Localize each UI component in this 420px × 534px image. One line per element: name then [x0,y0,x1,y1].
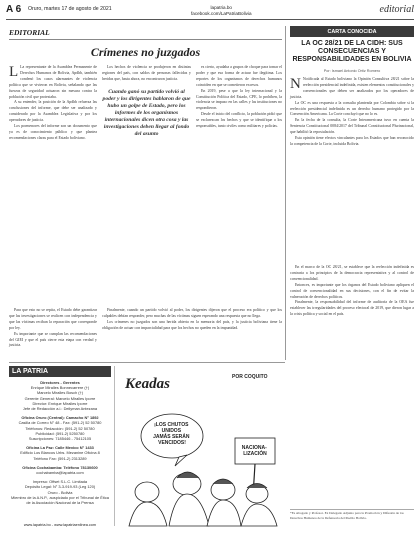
drop-cap: L [9,64,19,80]
editorial-bottom-2: Finalmente, cuando un partido volvió al poder, los dirigentes dijeron que el proceso era político y que los culpables debían responder, pero muchas de las víctimas siguen esperando una respuesta que no llega. Los crímenes no juzgados son una herida abierta en la memoria del país, y la justicia boliviana tiene la obligación de actuar con imparcialidad para que los hechos no queden en la impunidad. [102,308,282,330]
editorial-column-1: L La representante de la Asamblea Permanente de Derechos Humanos de Bolivia, Apdhb, también condenó los casos alarmantes de violencia política que se vivieron en Bolivia, señalando que las fuerzas de seguridad actuaron sin mesura contra la población civil que protestaba. A su entender, la posición de la Apdhb refuerza las conclusiones del informe, que debe ser analizado y considerado por la Asamblea Legislativa y por los operadores de justicia. Los pormenores del informe son un documento que ya es de conocimiento público y que plantea recomendaciones claras para el Estado boliviano. [9,64,97,140]
editorial-column-3: es cierto, ayudaba a grupos de choque para tomar el poder y que esa forma de actuar fue ilegítima. Los reportes de los organismos de derechos humanos coinciden en que se cometieron excesos. En 2019, pese a que la ley internacional y la Constitución Política del Estado, CPE, lo prohíben, la violencia se impuso en las calles y las instituciones no respondieron. Desde el inicio del conflicto, la población pidió que se esclarezcan los hechos y que se identifique a los responsables, tanto civiles como militares y policías. [196,65,282,129]
editorial-title: Crímenes no juzgados [90,45,201,59]
column-divider [285,26,286,360]
issue-date: Oruro, martes 17 de agosto de 2021 [28,6,112,12]
section-name: editorial [379,4,414,15]
pull-quote: Cuando ganó su partido volvió al poder y los dirigentes hablaron de que hubo un golpe de Estado, pero los informes de los organismos internacionales dicen otra cosa y las investigaciones deben llegar al fondo del asunto [102,88,191,137]
cartoon-author: POR COQUITO [232,374,268,380]
page-header [6,4,414,20]
facebook-link[interactable]: facebook.com/LaPatriaBolivia [191,11,252,16]
drop-cap: N [290,76,301,92]
divider [9,362,285,363]
article-author: Por: Ismael Antonio Ortiz Romero [323,69,381,73]
divider [9,39,282,40]
header-links [191,5,252,17]
section-badge: CARTA CONOCIDA [290,26,414,37]
masthead-footer[interactable]: www.lapatria.bo - www.lapatriaenlinea.com [23,523,97,527]
editorial-bottom-1: Para que esto no se repita, el Estado debe garantizar que las investigaciones se realicen con independencia y que las víctimas reciban la reparación que corresponde por ley. Es importante que se cumplan las recomendaciones del GIEI y que el país cierre esta etapa con verdad y justicia. [9,308,97,348]
cartoonist-signature: Keadas [125,376,170,392]
editorial-column-2: Los hechos de violencia se produjeron en distintas regiones del país, con saldos de personas fallecidas y heridas que, hasta ahora, no encontraron justicia. Cuando ganó su partido volvió al poder y los dirigentes hablaron de que hubo un golpe de Estado, pero los informes de los organismos internacionales dicen otra cosa y las investigaciones deben llegar al fondo del asunto [102,65,191,137]
page-number: A 6 [6,4,22,15]
masthead-credits: Directores - Gerentes Enrique Miralles Bonnecarrere (†) Marcelo Miralles Bosch (†) Gerente General: Marcelo Miralles Iporre Director: Enrique Miralles Iporre Jefe de Redacción a.i.: Deilyman Antezana Oficina Oruro (Central): Camacho N° 1892 Casilla de Correo N° 48 - Fax: (591-2) 52 50780 Teléfonos: Redacción: (591-2) 52 50780 Publicidad: (591-2) 5250780 Suscripciones: 7185446 - 75412105 Oficina La Paz: Calle Mexico N° 1433 Edificio Los Blancos Urbs. Mezanine Oficina 8 Teléfono Fax: (591-2) 2313289 Oficina Cochabamba: Teléfono 78130600 cochabamba@lapatria.com Impreso: Offset S.L.C. Limitada Depósito Legal: N° 3-3-919-93 (Leg 120) Oruro - Bolivia Miembro de la A.N.P., auspiciado por el Tribunal de Ética de la Asociación Nacional de la Prensa [11,380,109,506]
cartoon-drawing [117,366,284,527]
article-title: LA OC 28/21 DE LA CIDH: SUS CONSECUENCIAS Y RESPONSABILIDADES EN BOLIVIA [292,40,412,63]
cartoon-figures [129,472,277,526]
author-footnote: *Es Abogado y Profesor. Ex Delegado Adjunto para la Promoción y Difusión de los Derechos Humanos de la Defensoría del Pueblo Bolivia. [290,509,414,520]
editorial-label: EDITORIAL [9,28,50,37]
site-link[interactable]: lapatria.bo [210,5,232,10]
editorial-cartoon [117,366,284,527]
article-body-1: N Notificada al Estado boliviano la Opinión Consultiva 28/21 sobre la reelección presidencial indefinida, existen elementos constitucionales y convencionales que deben ser analizados por los operadores de justicia. La OC es una respuesta a la consulta planteada por Colombia sobre si la reelección presidencial indefinida es un derecho humano protegido por la Convención Americana. La Corte concluyó que no lo es. En la fecha de la consulta, la Corte Interamericana tuvo en cuenta la Sentencia Constitucional 0084/2017 del Tribunal Constitucional Plurinacional, que habilitó la repostulación. Esta opinión tiene efectos vinculantes para los Estados que han reconocido la competencia de la Corte, incluida Bolivia. [290,76,415,146]
bubble-text: ¡LOS CHUTOS UNIDOS JAMÁS SERÁN VENCIDOS! [153,422,190,446]
masthead-logo: LA PATRIA [9,366,111,377]
sign-text: NACIONA- LIZACIÓN [241,445,267,457]
column-divider [114,366,115,526]
article-body-2: En el marco de la OC 28/21, se establece que la reelección indefinida es contraria a los principios de la democracia representativa y al control de convencionalidad. Entonces, es importante que los órganos del Estado boliviano apliquen el control de convencionalidad en sus decisiones, con el fin de evitar la vulneración de derechos políticos. Finalmente, la responsabilidad del informe de auditoría de la OEA fue establecer las irregularidades del proceso electoral de 2019, que dieron lugar a la crisis política y social en el país. [290,265,414,317]
